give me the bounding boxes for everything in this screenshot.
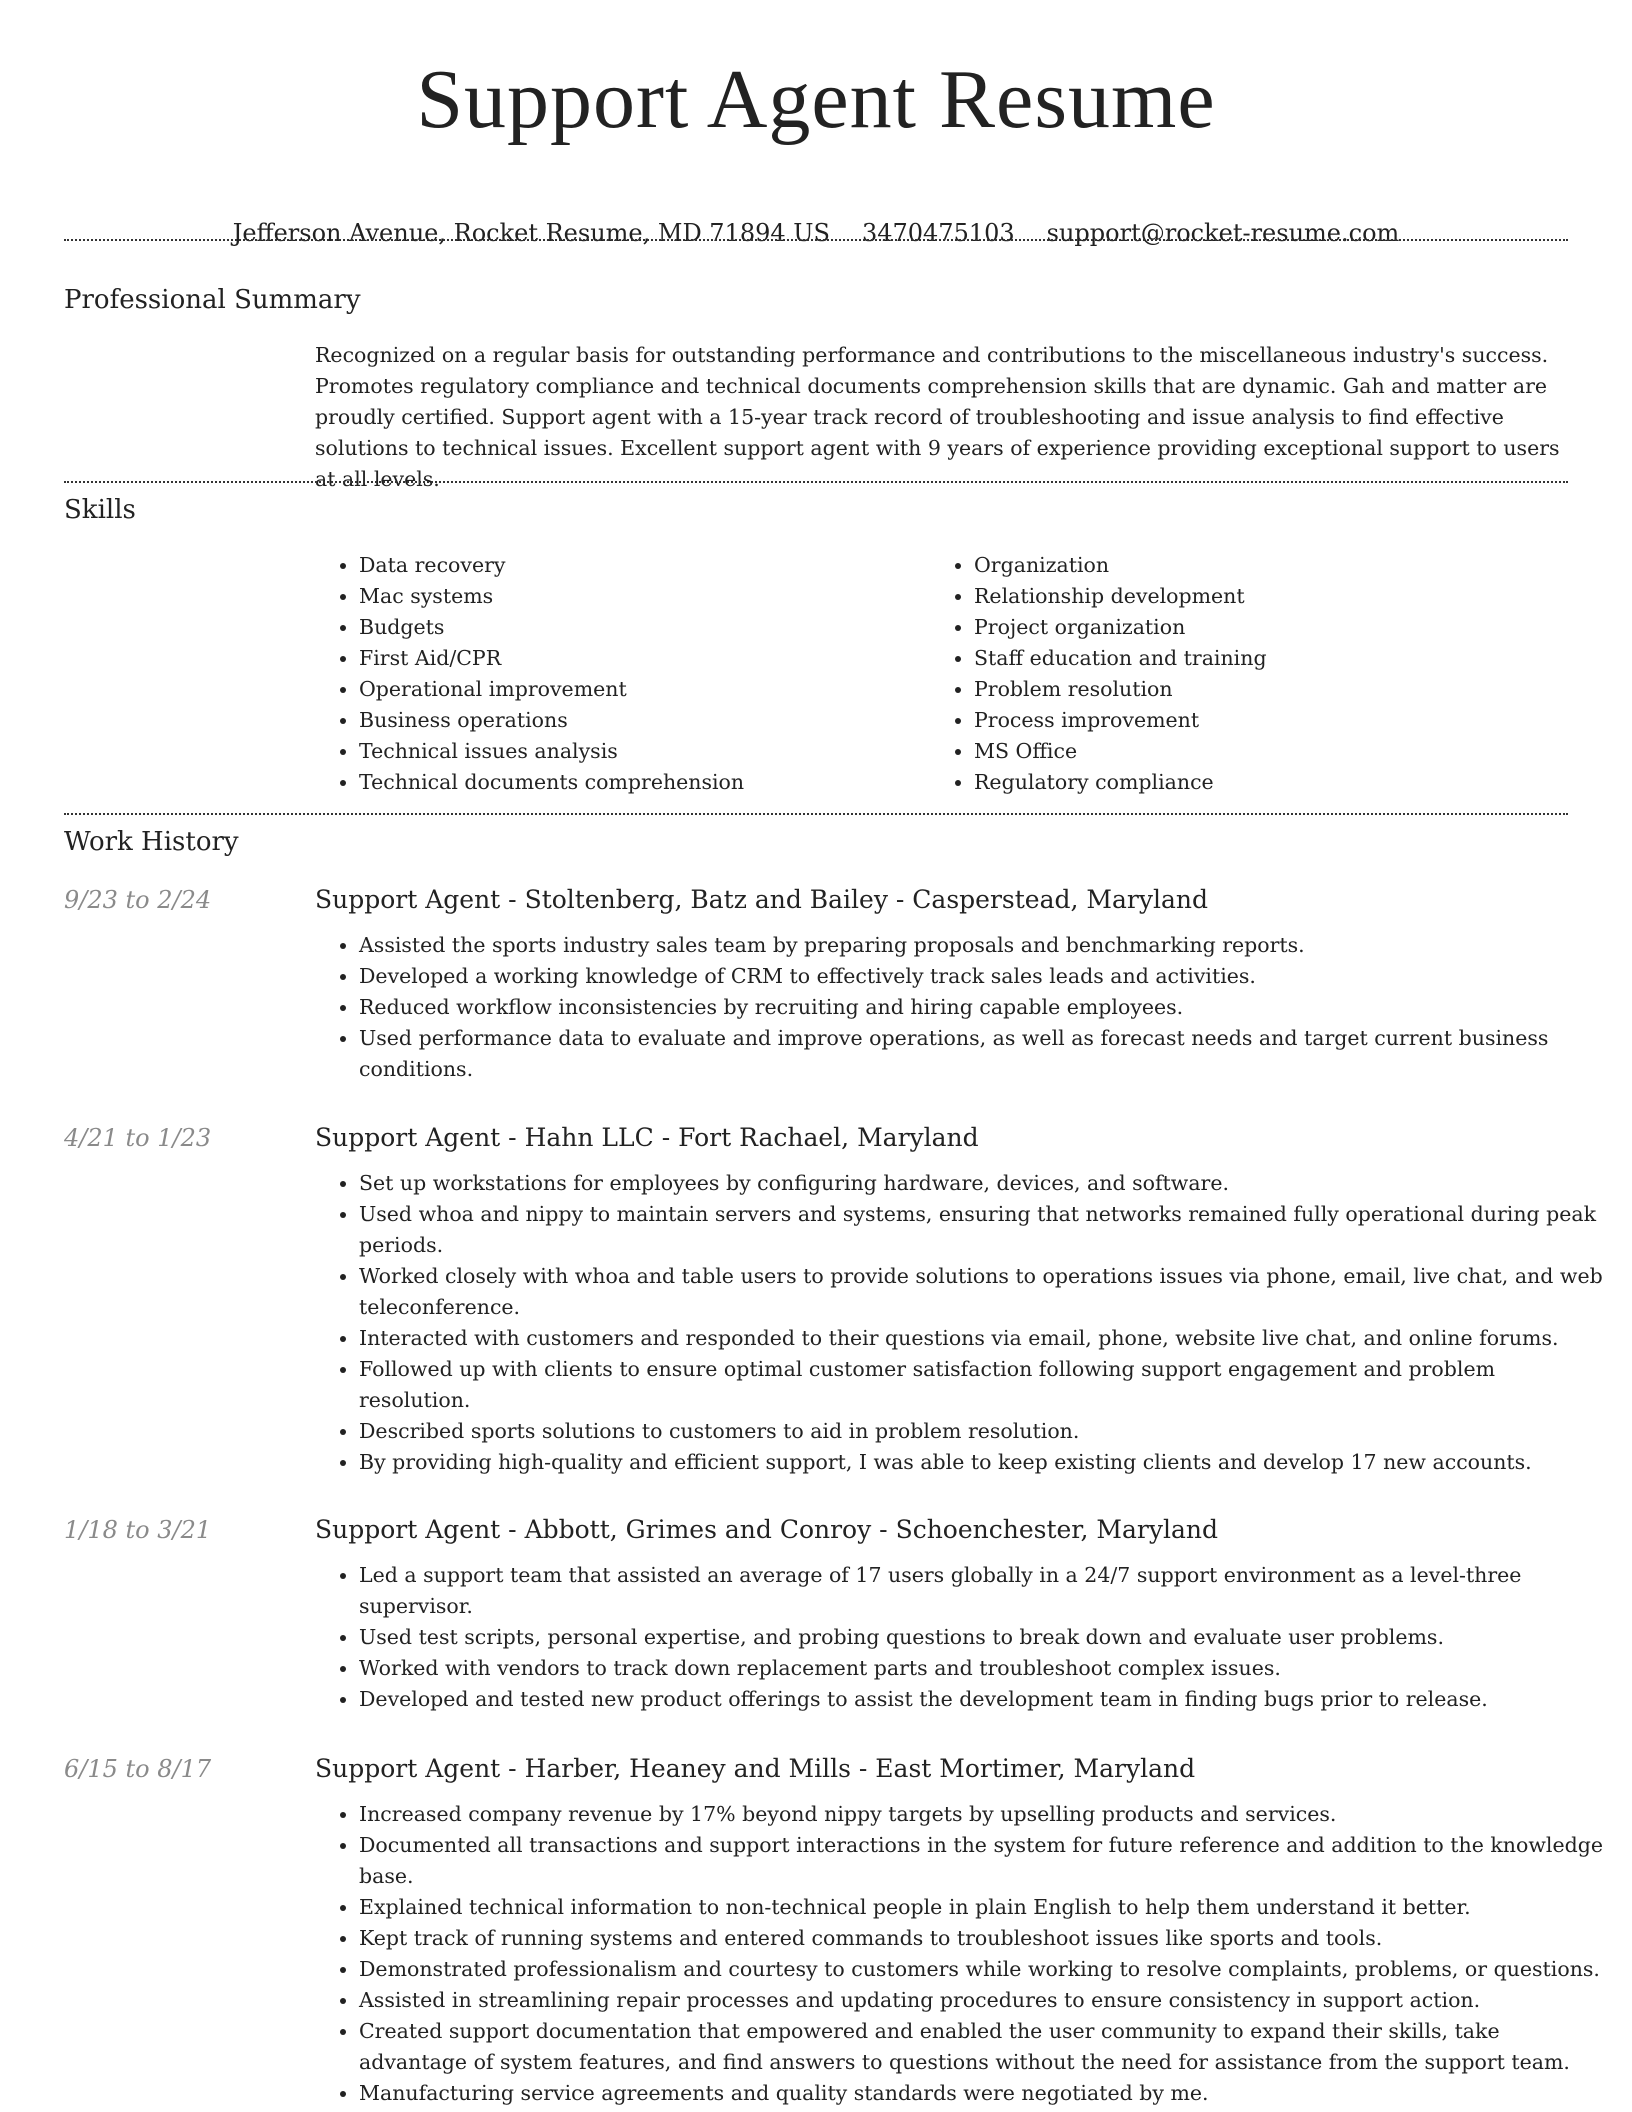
job-bullet: • By providing high-quality and efficient support, I was able to keep existing clients and develop 17 new accounts.	[359, 1447, 1612, 1478]
skill-item: • Technical issues analysis	[359, 736, 930, 767]
job-bullet: • Manufacturing service agreements and quality standards were negotiated by me.	[359, 2078, 1612, 2109]
page-title: Support Agent Resume	[416, 53, 1216, 146]
job-bullets	[315, 1168, 1612, 1478]
job-bullet: • Used test scripts, personal expertise, and probing questions to break down and evaluate user problems.	[359, 1622, 1612, 1653]
section-heading-work-history: Work History	[64, 827, 239, 857]
job-bullet: • Used whoa and nippy to maintain servers and systems, ensuring that networks remained fully operational during peak periods.	[359, 1199, 1612, 1261]
job-bullet: • Explained technical information to non-technical people in plain English to help them understand it better.	[359, 1892, 1612, 1923]
skill-item: • Budgets	[359, 612, 930, 643]
job-bullet: • Demonstrated professionalism and courtesy to customers while working to resolve complaints, problems, or questions.	[359, 1954, 1612, 1985]
skill-item: • MS Office	[974, 736, 1545, 767]
job-bullet: • Developed a working knowledge of CRM to effectively track sales leads and activities.	[359, 961, 1612, 992]
job-dates: 4/21 to 1/23	[64, 1124, 212, 1152]
job-title: Support Agent - Stoltenberg, Batz and Bailey - Casperstead, Maryland	[315, 885, 1208, 914]
job-bullets	[315, 930, 1612, 1085]
job-bullet: • Increased company revenue by 17% beyond nippy targets by upselling products and services.	[359, 1799, 1612, 1830]
job-bullet: • Documented all transactions and support interactions in the system for future reference and addition to the knowledge base.	[359, 1830, 1612, 1892]
header-divider	[64, 239, 1568, 241]
contact-line	[64, 218, 1568, 248]
skill-item: • Data recovery	[359, 550, 930, 581]
skill-item: • Organization	[974, 550, 1545, 581]
job-bullet: • Followed up with clients to ensure optimal customer satisfaction following support engagement and problem resolution.	[359, 1354, 1612, 1416]
skill-item: • Regulatory compliance	[974, 767, 1545, 798]
skill-item: • First Aid/CPR	[359, 643, 930, 674]
job-bullets	[315, 1560, 1612, 1715]
job-bullet: • Used performance data to evaluate and improve operations, as well as forecast needs and target current business conditions.	[359, 1023, 1612, 1085]
job-title: Support Agent - Abbott, Grimes and Conroy - Schoenchester, Maryland	[315, 1515, 1218, 1544]
summary-divider	[64, 481, 1568, 483]
contact-email: support@rocket-resume.com	[1046, 219, 1400, 247]
job-title: Support Agent - Harber, Heaney and Mills - East Mortimer, Maryland	[315, 1754, 1196, 1783]
job-bullet: • Kept track of running systems and entered commands to troubleshoot issues like sports and tools.	[359, 1923, 1612, 1954]
skill-item: • Project organization	[974, 612, 1545, 643]
job-bullet: • Led a support team that assisted an average of 17 users globally in a 24/7 support environment as a level-three supervisor.	[359, 1560, 1612, 1622]
job-bullet: • Reduced workflow inconsistencies by recruiting and hiring capable employees.	[359, 992, 1612, 1023]
resume-page	[64, 0, 1603, 2105]
skills-column-left	[315, 550, 930, 798]
job-bullet: • Created support documentation that empowered and enabled the user community to expand their skills, take advantage of system features, and find answers to questions without the need for assistance from the support team.	[359, 2016, 1612, 2078]
job-bullet: • Worked closely with whoa and table users to provide solutions to operations issues via phone, email, live chat, and web teleconference.	[359, 1261, 1612, 1323]
job-bullet: • Assisted in streamlining repair processes and updating procedures to ensure consistency in support action.	[359, 1985, 1612, 2016]
job-dates: 1/18 to 3/21	[64, 1516, 212, 1544]
skill-item: • Process improvement	[974, 705, 1545, 736]
job-bullet: • Described sports solutions to customers to aid in problem resolution.	[359, 1416, 1612, 1447]
section-heading-skills: Skills	[64, 495, 136, 525]
job-bullet: • Set up workstations for employees by configuring hardware, devices, and software.	[359, 1168, 1612, 1199]
skills-divider	[64, 813, 1568, 815]
contact-address: Jefferson Avenue, Rocket Resume, MD 71894 US	[232, 219, 830, 247]
skill-item: • Staff education and training	[974, 643, 1545, 674]
job-bullet: • Worked with vendors to track down replacement parts and troubleshoot complex issues.	[359, 1653, 1612, 1684]
job-title: Support Agent - Hahn LLC - Fort Rachael, Maryland	[315, 1123, 979, 1152]
job-bullets	[315, 1799, 1612, 2109]
skill-item: • Problem resolution	[974, 674, 1545, 705]
summary-text: Recognized on a regular basis for outstanding performance and contributions to the miscellaneous industry's success. Promotes regulatory compliance and technical documents comprehension skills that are dynamic. Gah and matter are proudly certified. Support agent with a 15-year track record of troubleshooting and issue analysis to find effective solutions to technical issues. Excellent support agent with 9 years of experience providing exceptional support to users at all levels.	[315, 343, 1560, 491]
section-heading-summary: Professional Summary	[64, 285, 361, 315]
skill-item: • Mac systems	[359, 581, 930, 612]
job-bullet: • Assisted the sports industry sales team by preparing proposals and benchmarking reports.	[359, 930, 1612, 961]
skill-item: • Relationship development	[974, 581, 1545, 612]
job-bullet: • Developed and tested new product offerings to assist the development team in finding bugs prior to release.	[359, 1684, 1612, 1715]
job-dates: 6/15 to 8/17	[64, 1755, 212, 1783]
job-dates: 9/23 to 2/24	[64, 886, 212, 914]
contact-phone: 3470475103	[861, 219, 1015, 247]
job-bullet: • Interacted with customers and responded to their questions via email, phone, website live chat, and online forums.	[359, 1323, 1612, 1354]
skills-column-right	[930, 550, 1545, 798]
skill-item: • Technical documents comprehension	[359, 767, 930, 798]
skills-list	[315, 550, 1568, 798]
skill-item: • Business operations	[359, 705, 930, 736]
skill-item: • Operational improvement	[359, 674, 930, 705]
